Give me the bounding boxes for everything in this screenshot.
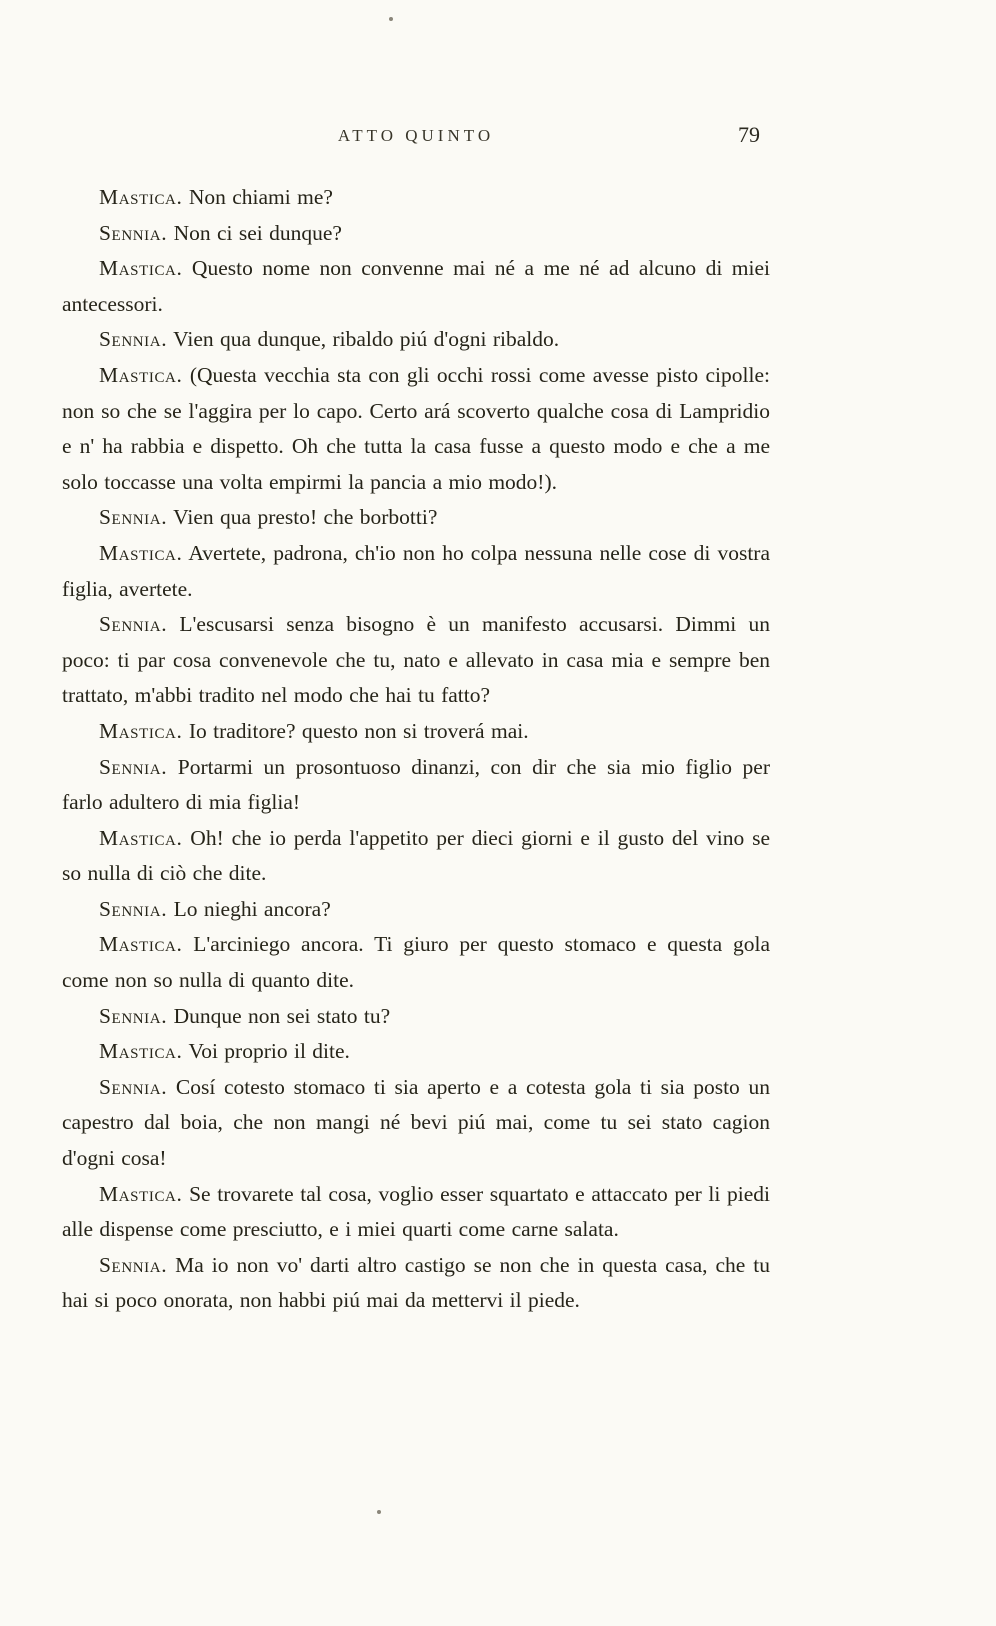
speaker-name: Mastica. [99, 718, 183, 743]
dialogue-line: Mastica. Se trovarete tal cosa, voglio esser squartato e attaccato per li piedi alle dispense come presciutto, e i miei quarti come carne salata. [62, 1181, 770, 1242]
dialogue-line: Mastica. (Questa vecchia sta con gli occhi rossi come avesse pisto cipolle: non so che se l'aggira per lo capo. Certo ará scoverto qualche cosa di Lampridio e n' ha rabbia e dispetto. Oh che tutta la casa fusse a questo modo e che a me solo toccasse una volta empirmi la pancia a mio modo!). [62, 362, 770, 494]
page-header [62, 122, 770, 156]
speaker-name: Sennia. [99, 220, 168, 245]
dialogue-line: Mastica. Avertete, padrona, ch'io non ho colpa nessuna nelle cose di vostra figlia, avertete. [62, 540, 770, 601]
dialogue-line: Sennia. Vien qua dunque, ribaldo piú d'ogni ribaldo. [99, 327, 560, 352]
dialogue-line: Sennia. Vien qua presto! che borbotti? [99, 505, 438, 530]
speaker-name: Sennia. [99, 896, 168, 921]
speaker-name: Mastica. [99, 185, 183, 209]
speaker-name: Mastica. [99, 932, 183, 957]
speaker-name: Sennia. [99, 1074, 168, 1099]
speaker-name: Sennia. [99, 754, 168, 779]
speaker-name: Mastica. [99, 1039, 183, 1064]
speaker-name: Mastica. [99, 540, 183, 565]
dialogue-line: Sennia. Non ci sei dunque? [99, 220, 342, 245]
dialogue-line: Mastica. Non chiami me? [99, 185, 333, 209]
dialogue-line: Sennia. Lo nieghi ancora? [99, 896, 331, 921]
running-title: ATTO QUINTO [337, 126, 495, 145]
speaker-name: Sennia. [99, 1003, 168, 1028]
speaker-name: Sennia. [99, 327, 168, 352]
scan-artifact-dot [389, 17, 393, 21]
speaker-name: Sennia. [99, 505, 168, 530]
speaker-name: Mastica. [99, 825, 183, 850]
dialogue-line: Mastica. Io traditore? questo non si troverá mai. [99, 718, 529, 743]
scan-artifact-dot [377, 1510, 381, 1514]
speaker-name: Mastica. [99, 362, 183, 387]
speaker-name: Sennia. [99, 612, 168, 637]
speaker-name: Mastica. [99, 256, 183, 281]
dialogue-line: Mastica. Questo nome non convenne mai né a me né ad alcuno di miei antecessori. [62, 256, 770, 316]
dialogue-line: Mastica. L'arciniego ancora. Ti giuro per questo stomaco e questa gola come non so nulla di quanto dite. [62, 932, 770, 993]
book-page [62, 122, 770, 1319]
dialogue-line: Sennia. Ma io non vo' darti altro castigo se non che in questa casa, che tu hai si poco onorata, non habbi piú mai da mettervi il piede. [62, 1252, 770, 1313]
dialogue-line: Sennia. L'escusarsi senza bisogno è un manifesto accusarsi. Dimmi un poco: ti par cosa convenevole che tu, nato e allevato in casa mia e sempre ben trattato, m'abbi tradito nel modo che hai tu fatto? [62, 612, 770, 708]
dialogue-line: Mastica. Oh! che io perda l'appetito per dieci giorni e il gusto del vino se so nulla di ciò che dite. [62, 825, 770, 886]
speaker-name: Mastica. [99, 1181, 183, 1206]
dialogue-line: Sennia. Cosí cotesto stomaco ti sia aperto e a cotesta gola ti sia posto un capestro dal boia, che non mangi né bevi piú mai, come tu sei stato cagion d'ogni cosa! [62, 1074, 770, 1171]
dialogue-line: Sennia. Portarmi un prosontuoso dinanzi, con dir che sia mio figlio per farlo adultero di mia figlia! [62, 754, 770, 815]
dialogue-text [62, 180, 770, 1319]
dialogue-line: Mastica. Voi proprio il dite. [99, 1039, 350, 1064]
speaker-name: Sennia. [99, 1252, 168, 1277]
page-number: 79 [738, 122, 760, 147]
dialogue-line: Sennia. Dunque non sei stato tu? [99, 1003, 391, 1028]
